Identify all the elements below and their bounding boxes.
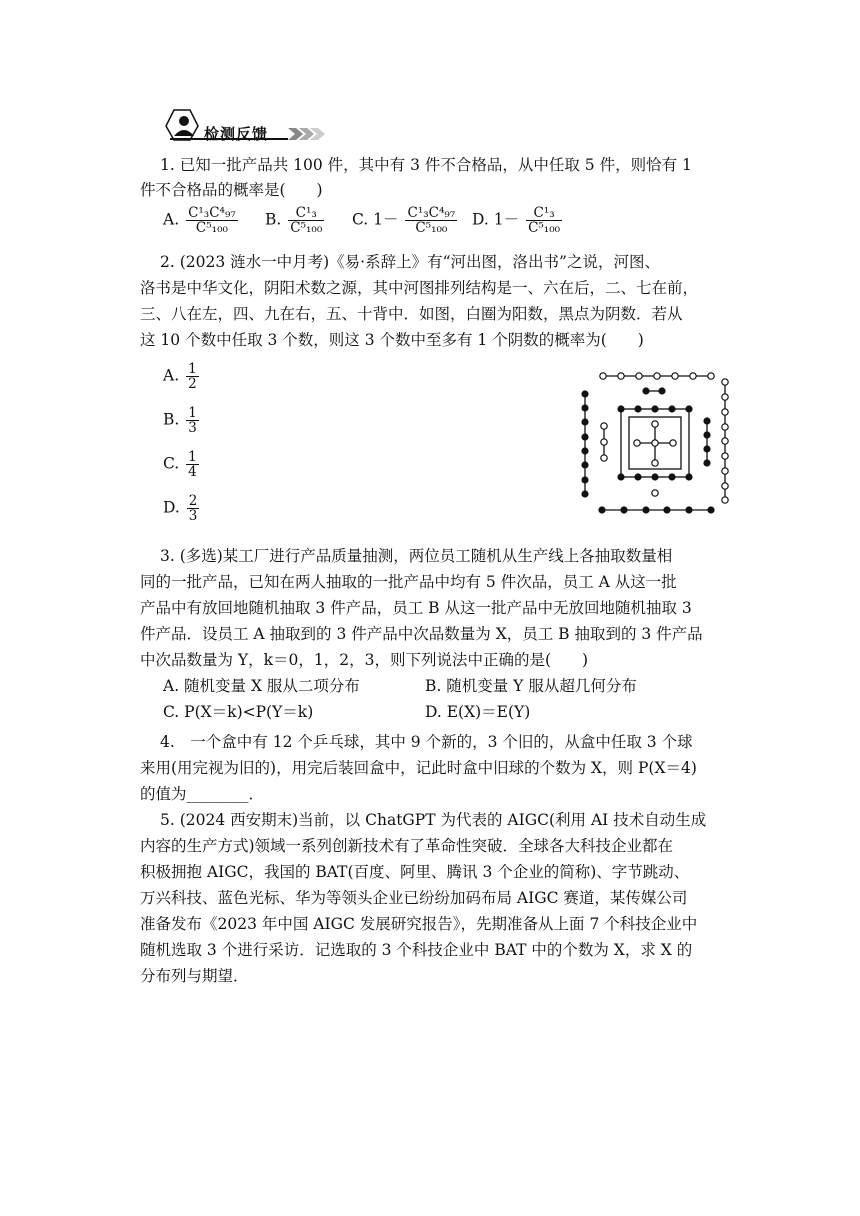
q2-option-a-denominator: 2	[188, 376, 197, 393]
q1-option-c	[352, 206, 459, 235]
section-header	[160, 106, 330, 146]
q2-option-b-fraction	[186, 406, 199, 435]
q2-option-b-numerator: 1	[188, 405, 197, 421]
q1-option-b-label: B.	[265, 210, 282, 229]
q1-option-c-denominator: C⁵₁₀₀	[415, 220, 448, 237]
q3-line-4: 件产品．设员工 A 抽取到的 3 件产品中次品数量为 X，员工 B 抽取到的 3 件产品	[140, 625, 703, 643]
q1-option-d-label: D.	[472, 210, 489, 229]
q2-option-a-label: A.	[163, 366, 180, 385]
q1-option-a	[163, 206, 240, 235]
q2-option-a	[163, 362, 201, 391]
q5-line-1: 5. (2024 西安期末)当前，以 ChatGPT 为代表的 AIGC(利用 AI 技术自动生成	[160, 811, 707, 829]
q2-option-d-label: D.	[163, 498, 180, 517]
q2-option-a-fraction	[186, 362, 199, 391]
q3-line-3: 产品中有放回地随机抽取 3 件产品，员工 B 从这一批产品中无放回地随机抽取 3	[140, 599, 692, 617]
q2-line-2: 洛书是中华文化，阴阳术数之源，其中河图排列结构是一、六在后，二、七在前，	[140, 279, 699, 297]
q2-option-c-numerator: 1	[188, 449, 197, 465]
q1-option-a-fraction	[186, 206, 238, 235]
q1-option-c-label: C.	[352, 210, 369, 229]
q2-option-d-denominator: 3	[188, 508, 198, 525]
q1-line-2: 件不合格品的概率是( )	[140, 181, 323, 199]
q2-line-3: 三、八在左，四、九在右，五、十背中．如图，白圈为阳数，黑点为阴数．若从	[140, 305, 683, 323]
q2-option-b-label: B.	[163, 410, 180, 429]
q3-line-5: 中次品数量为 Y，k＝0，1，2，3，则下列说法中正确的是( )	[140, 651, 589, 669]
q2-option-c	[163, 450, 201, 479]
q3-option-c: C. P(X＝k)<P(Y＝k)	[163, 703, 314, 721]
q1-option-d-fraction	[526, 206, 562, 235]
q5-line-4: 万兴科技、蓝色光标、华为等领头企业已纷纷加码布局 AIGC 赛道，某传媒公司	[140, 889, 688, 907]
q5-line-6: 随机选取 3 个进行采访．记选取的 3 个科技企业中 BAT 中的个数为 X，求 X 的	[140, 941, 693, 959]
q2-option-d-numerator: 2	[188, 493, 198, 509]
q1-option-d-denominator: C⁵₁₀₀	[528, 220, 561, 237]
q1-option-a-label: A.	[163, 210, 180, 229]
q1-option-b-fraction	[288, 206, 324, 235]
q1-option-d-numerator: C¹₃	[526, 206, 562, 221]
q1-option-d-prefix: 1－	[493, 210, 520, 229]
q1-option-a-denominator: C⁵₁₀₀	[195, 220, 228, 237]
q1-line-1: 1. 已知一批产品共 100 件，其中有 3 件不合格品，从中任取 5 件，则恰有 1	[160, 156, 692, 174]
q2-option-c-denominator: 4	[188, 464, 197, 481]
hetu-diagram	[575, 368, 735, 520]
q1-option-d	[472, 206, 564, 235]
q2-option-c-label: C.	[163, 454, 180, 473]
section-title: 检测反馈	[204, 125, 269, 143]
q2-option-b	[163, 406, 201, 435]
q1-option-a-numerator: C¹₃C⁴₉₇	[188, 205, 236, 221]
q4-line-3: 的值为________．	[140, 785, 265, 803]
q3-option-a: A. 随机变量 X 服从二项分布	[163, 677, 360, 695]
q1-option-c-numerator: C¹₃C⁴₉₇	[407, 205, 456, 221]
q1-option-b	[265, 206, 326, 235]
q2-line-1: 2. (2023 涟水一中月考)《易·系辞上》有“河出图，洛出书”之说，河图、	[160, 253, 660, 271]
q3-option-d: D. E(X)＝E(Y)	[425, 703, 531, 721]
q1-option-c-fraction	[405, 206, 457, 235]
q3-line-2: 同的一批产品，已知在两人抽取的一批产品中均有 5 件次品，员工 A 从这一批	[140, 573, 677, 591]
q2-option-b-denominator: 3	[188, 420, 197, 437]
q1-option-c-prefix: 1－	[373, 210, 399, 229]
q3-line-1: 3. (多选)某工厂进行产品质量抽测，两位员工随机从生产线上各抽取数量相	[160, 547, 673, 565]
q3-option-b: B. 随机变量 Y 服从超几何分布	[425, 677, 637, 695]
q2-option-c-fraction	[186, 450, 199, 479]
q4-line-1: 4. 一个盒中有 12 个乒乓球，其中 9 个新的，3 个旧的，从盒中任取 3 个球	[160, 733, 693, 751]
q4-line-2: 来用(用完视为旧的)，用完后装回盒中，记此时盒中旧球的个数为 X，则 P(X＝4)	[140, 759, 697, 777]
q5-line-5: 准备发布《2023 年中国 AIGC 发展研究报告》，先期准备从上面 7 个科技企业中	[140, 915, 698, 933]
q1-option-b-denominator: C⁵₁₀₀	[290, 220, 323, 237]
q5-line-7: 分布列与期望．	[140, 967, 249, 985]
q1-option-b-numerator: C¹₃	[288, 206, 324, 221]
q2-option-d	[163, 494, 201, 523]
q5-line-2: 内容的生产方式)领域一系列创新技术有了革命性突破．全球各大科技企业都在	[140, 837, 674, 855]
q2-option-d-fraction	[187, 494, 200, 523]
q2-line-4: 这 10 个数中任取 3 个数，则这 3 个数中至多有 1 个阴数的概率为( )	[140, 331, 644, 349]
q5-line-3: 积极拥抱 AIGC，我国的 BAT(百度、阿里、腾讯 3 个企业的简称)、字节跳动、	[140, 863, 690, 881]
q2-option-a-numerator: 1	[188, 361, 197, 377]
